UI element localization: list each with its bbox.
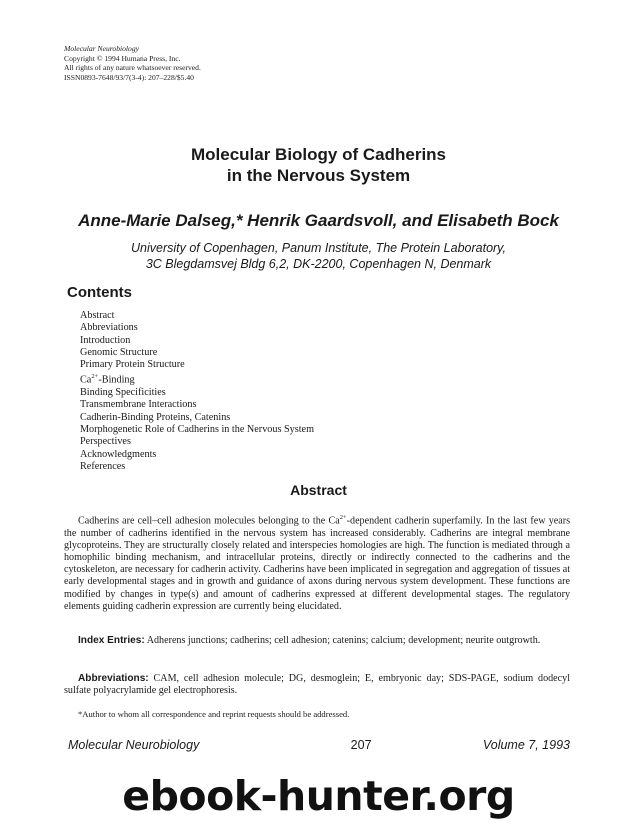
affiliation-line-1: University of Copenhagen, Panum Institute, The Protein Laboratory, xyxy=(131,241,506,255)
index-entries xyxy=(64,635,570,647)
page-number: 207 xyxy=(350,738,372,752)
contents-item: Abbreviations xyxy=(80,322,138,334)
contents-item: Primary Protein Structure xyxy=(80,359,185,371)
contents-item: Acknowledgments xyxy=(80,448,157,460)
title-line-1: Molecular Biology of Cadherins xyxy=(190,145,447,164)
header-rights: All rights of any nature whatsoever reserved. xyxy=(64,63,201,73)
contents-item: Perspectives xyxy=(80,436,131,448)
contents-item: References xyxy=(80,460,126,472)
affiliation-line-2: 3C Blegdamsvej Bldg 6,2, DK-2200, Copenhagen N, Denmark xyxy=(145,257,492,271)
header-journal: Molecular Neurobiology xyxy=(64,44,140,53)
title-line-2: in the Nervous System xyxy=(226,166,411,185)
index-entries-label: Index Entries: xyxy=(78,635,145,646)
index-entries-text: Adherens junctions; cadherins; cell adhesion; catenins; calcium; development; neurite outgrowth. xyxy=(146,635,541,646)
contents-item: Binding Specificities xyxy=(80,387,166,399)
footer-journal: Molecular Neurobiology xyxy=(68,738,200,752)
contents-item: Abstract xyxy=(80,310,115,321)
contents-item: Cadherin-Binding Proteins, Catenins xyxy=(80,411,231,423)
footer-volume: Volume 7, 1993 xyxy=(482,738,570,752)
contents-item: Morphogenetic Role of Cadherins in the Nervous System xyxy=(80,424,314,436)
contents-item: Introduction xyxy=(80,334,131,346)
header-issn: ISSN0893-7648/93/7(3-4): 207–228/$5.40 xyxy=(64,72,194,82)
abbreviations-text: CAM, cell adhesion molecule; DG, desmoglein; E, embryonic day; SDS-PAGE, sodium dodecyl sulfate polyacrylamide gel electrophoresis. xyxy=(64,673,570,697)
abbreviations xyxy=(64,673,570,697)
article-title xyxy=(0,144,637,186)
abbreviations-label: Abbreviations: xyxy=(78,673,149,684)
contents-item: $Ca^{2+}$-Binding xyxy=(80,373,135,386)
contents-list xyxy=(80,310,314,473)
abstract-heading: Abstract xyxy=(290,482,347,498)
contents-heading: Contents xyxy=(67,284,132,301)
author-footnote: *Author to whom all correspondence and reprint requests should be addressed. xyxy=(78,709,350,719)
page-footer xyxy=(68,738,570,752)
journal-header xyxy=(64,44,201,82)
affiliation xyxy=(0,240,637,272)
contents-item: Genomic Structure xyxy=(80,346,158,358)
contents-item: Transmembrane Interactions xyxy=(80,399,197,411)
authors: Anne-Marie Dalseg,* Henrik Gaardsvoll, and Elisabeth Bock xyxy=(78,211,559,230)
watermark-text: ebook-hunter.org xyxy=(122,772,515,820)
header-copyright: Copyright © 1994 Humana Press, Inc. xyxy=(64,53,181,63)
abstract-body: Cadherins are cell–cell adhesion molecules belonging to the $Ca^{2+}$-dependent cadherin superfamily. In the last few years the number of cadherins identified in the nervous system has increased considerably. Cadherins are integral membrane glycoproteins. They are structurally closely related and interspecies homologies are high. The function is mediated through a homophilic binding mechanism, and intracellular proteins, directly or indirectly connected to the cadherins and the cytoskeleton, are necessary for cadherin activity. Cadherins have been implicated in segregation and aggregation of tissues at early developmental stages and in growth and guidance of axons during nervous system development. These functions are modified by changes in type(s) and amount of cadherins expressed at different developmental stages. The regulatory elements guiding cadherin expression are currently being elucidated. xyxy=(64,514,570,612)
